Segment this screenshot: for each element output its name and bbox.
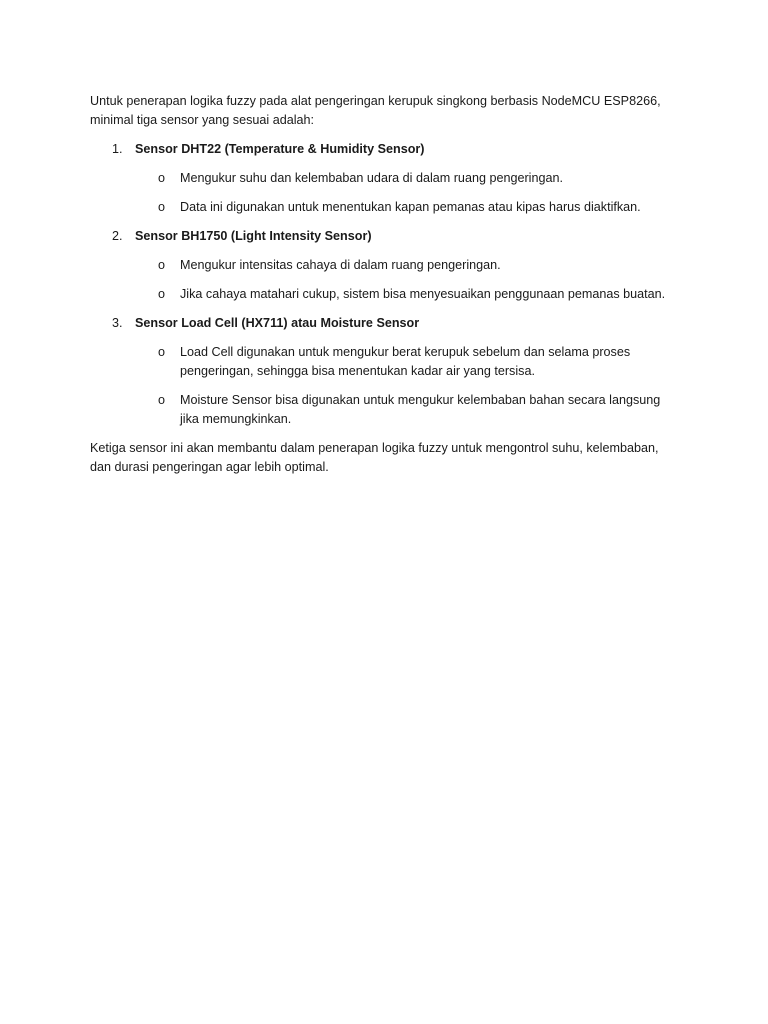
list-item <box>90 198 670 217</box>
sensor-title: Sensor DHT22 (Temperature & Humidity Sensor) <box>135 142 425 156</box>
list-item <box>90 391 670 429</box>
point-text: Mengukur suhu dan kelembaban udara di dalam ruang pengeringan. <box>180 171 563 185</box>
sensor-title: Sensor BH1750 (Light Intensity Sensor) <box>135 229 372 243</box>
bullet-icon: o <box>158 287 166 301</box>
sensor-item-bh1750 <box>90 227 670 304</box>
bullet-icon: o <box>158 200 166 214</box>
conclusion-paragraph: Ketiga sensor ini akan membantu dalam penerapan logika fuzzy untuk mengontrol suhu, kelembaban, dan durasi pengeringan agar lebih optimal. <box>90 441 659 474</box>
bullet-icon: o <box>158 393 166 407</box>
sensor-item-dht22 <box>90 140 670 217</box>
sensor-points <box>90 169 670 217</box>
bullet-icon: o <box>158 171 166 185</box>
point-text: Jika cahaya matahari cukup, sistem bisa menyesuaikan penggunaan pemanas buatan. <box>180 287 666 301</box>
list-item <box>90 169 670 188</box>
bullet-icon: o <box>158 345 166 359</box>
list-item <box>90 285 670 304</box>
list-number: 2. <box>112 229 123 243</box>
point-text: Mengukur intensitas cahaya di dalam ruang pengeringan. <box>180 258 501 272</box>
bullet-icon: o <box>158 258 166 272</box>
sensor-heading <box>90 227 670 246</box>
sensor-list <box>90 140 670 429</box>
document-body <box>90 92 670 477</box>
point-text: Data ini digunakan untuk menentukan kapan pemanas atau kipas harus diaktifkan. <box>180 200 641 214</box>
list-item <box>90 343 670 381</box>
sensor-heading <box>90 140 670 159</box>
intro-paragraph: Untuk penerapan logika fuzzy pada alat pengeringan kerupuk singkong berbasis NodeMCU ESP8266, minimal tiga sensor yang sesuai adalah: <box>90 94 661 127</box>
sensor-heading <box>90 314 670 333</box>
sensor-points <box>90 256 670 304</box>
list-number: 1. <box>112 142 123 156</box>
sensor-points <box>90 343 670 429</box>
sensor-item-loadcell <box>90 314 670 429</box>
point-text: Load Cell digunakan untuk mengukur berat kerupuk sebelum dan selama proses pengeringan, sehingga bisa menentukan kadar air yang tersisa. <box>180 345 631 378</box>
sensor-title: Sensor Load Cell (HX711) atau Moisture Sensor <box>135 316 420 330</box>
list-number: 3. <box>112 316 123 330</box>
point-text: Moisture Sensor bisa digunakan untuk mengukur kelembaban bahan secara langsung jika memungkinkan. <box>180 393 661 426</box>
list-item <box>90 256 670 275</box>
